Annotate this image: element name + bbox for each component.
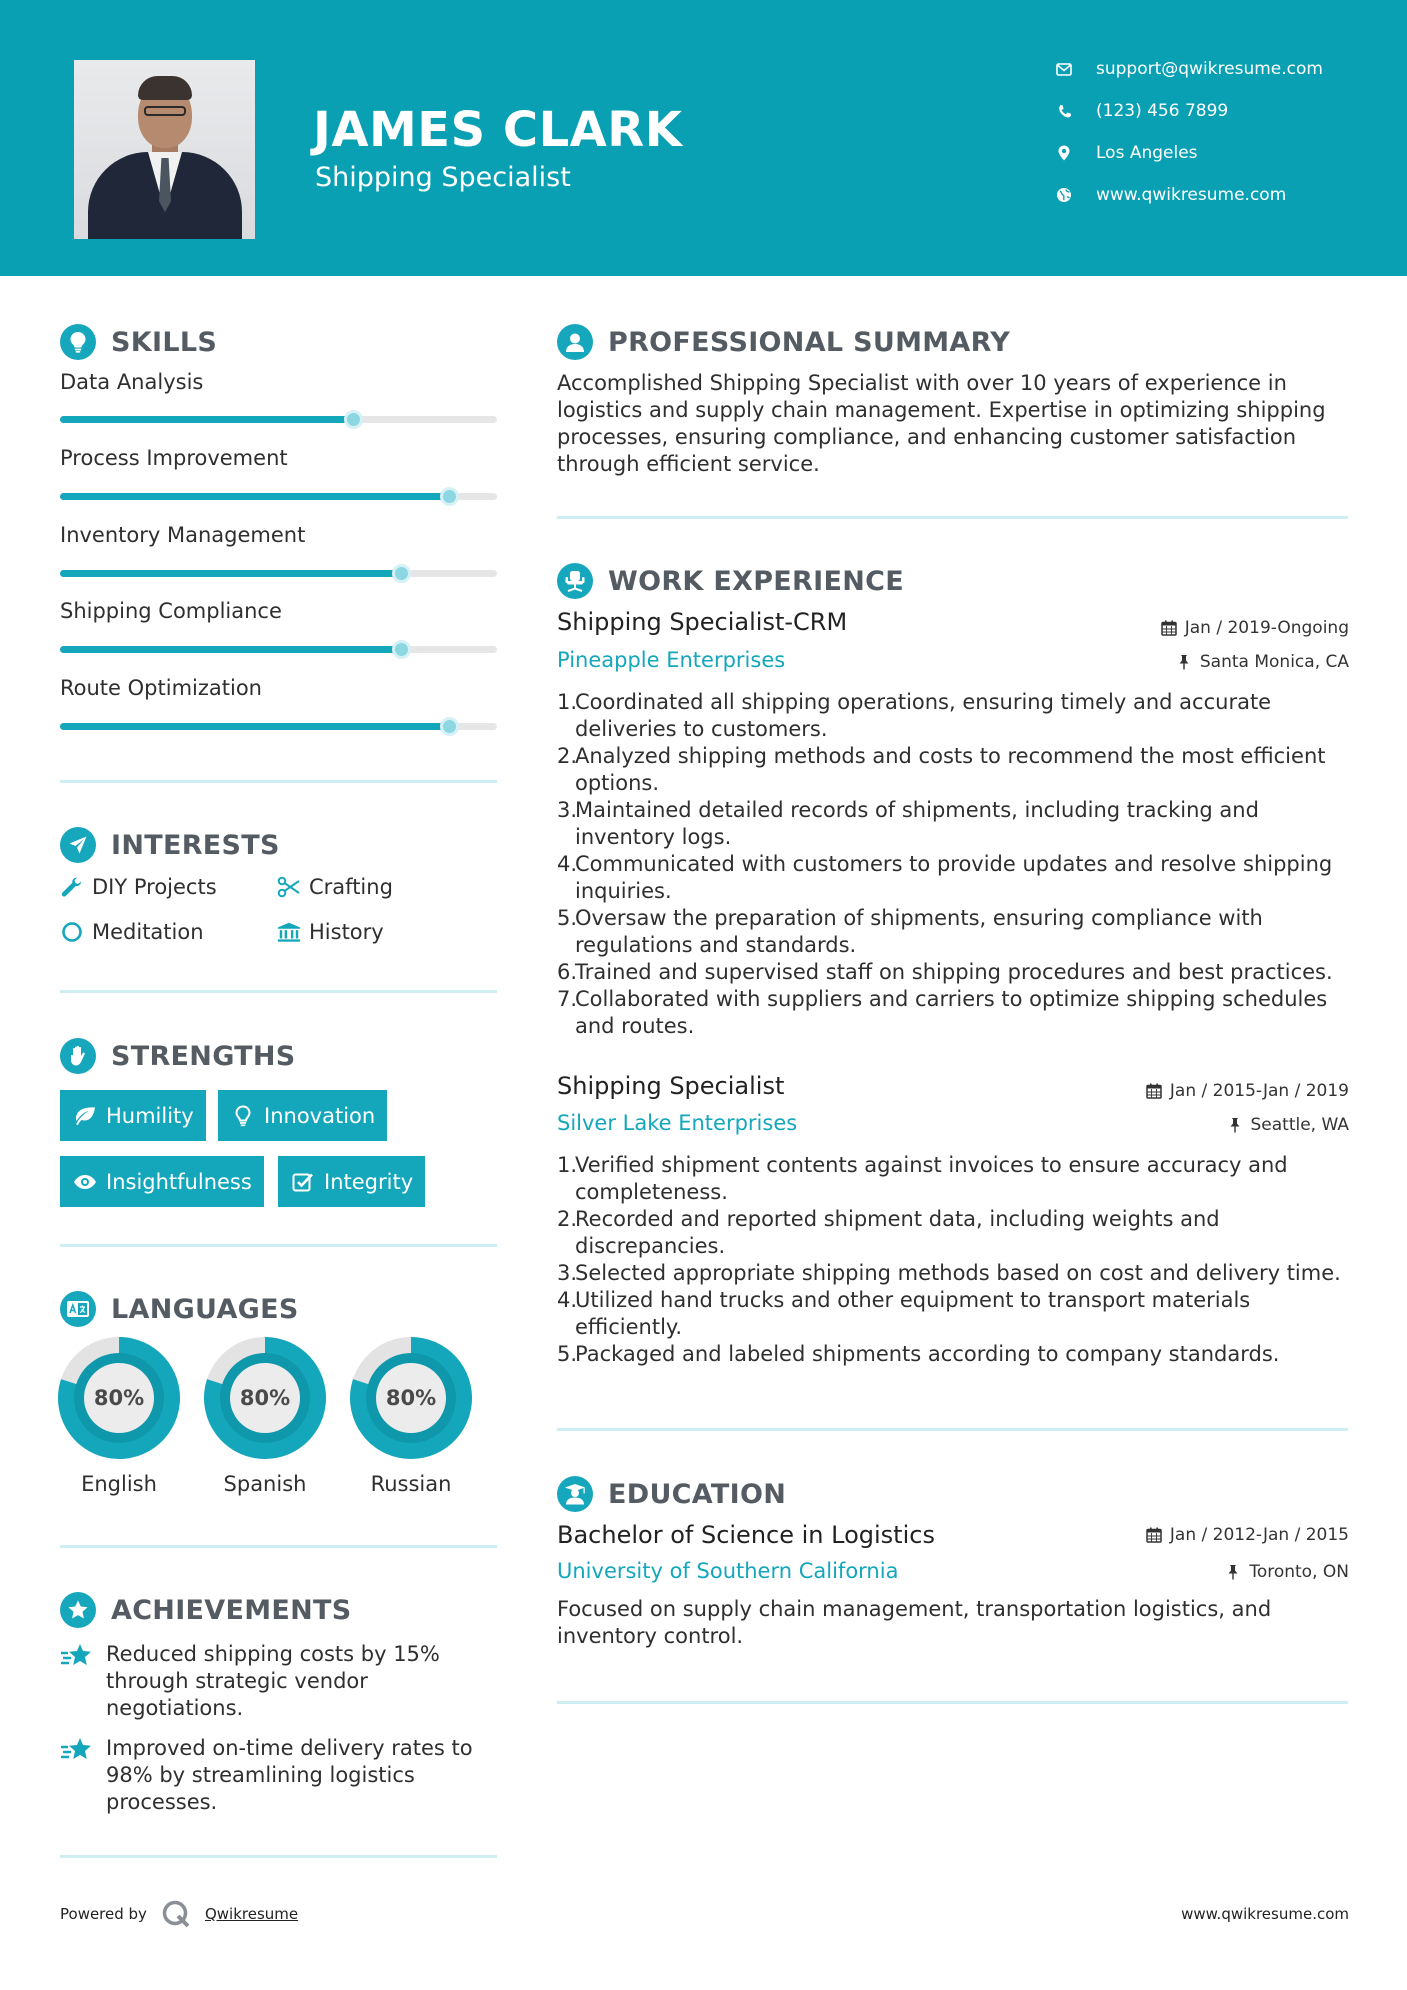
skill-bar: [60, 570, 497, 577]
skill-bar-handle: [440, 717, 459, 736]
interests-heading: [60, 827, 280, 863]
leaf-icon: [72, 1103, 98, 1129]
list-item: 1. Coordinated all shipping operations, ensuring timely and accurate deliveries to customers.: [557, 689, 1347, 743]
achievement-text: Improved on-time delivery rates to 98% by streamlining logistics processes.: [106, 1736, 473, 1814]
responsibility-text: Utilized hand trucks and other equipment to transport materials efficiently.: [575, 1288, 1251, 1339]
interest-label: DIY Projects: [92, 875, 217, 899]
experience-heading: [557, 563, 904, 599]
school-name: University of Southern California: [557, 1559, 899, 1583]
lightbulb-icon: [60, 324, 96, 360]
education-title: EDUCATION: [608, 1478, 787, 1510]
education-description: Focused on supply chain management, transportation logistics, and inventory control.: [557, 1597, 1272, 1648]
responsibility-text: Analyzed shipping methods and costs to recommend the most efficient options.: [575, 744, 1326, 795]
interest-label: History: [309, 920, 384, 944]
scissors-icon: [277, 875, 301, 899]
responsibility-text: Coordinated all shipping operations, ensuring timely and accurate deliveries to customers.: [575, 690, 1272, 741]
calendar-icon: [1146, 1083, 1162, 1099]
list-item: 1. Verified shipment contents against invoices to ensure accuracy and completeness.: [557, 1152, 1347, 1206]
job-dates: [1161, 618, 1349, 638]
languages-heading: [60, 1291, 299, 1327]
job-location-text: Seattle, WA: [1250, 1115, 1349, 1135]
shooting-star-icon: [60, 1735, 94, 1765]
section-divider: [60, 780, 497, 783]
job-location: [1176, 652, 1349, 672]
summary-title: PROFESSIONAL SUMMARY: [608, 326, 1011, 358]
museum-icon: [277, 920, 301, 944]
language-ring: [350, 1337, 472, 1459]
skill-bar-fill: [60, 570, 401, 577]
globe-icon: [1055, 186, 1073, 204]
responsibility-text: Recorded and reported shipment data, including weights and discrepancies.: [575, 1207, 1220, 1258]
skill-bar-fill: [60, 723, 449, 730]
interest-item: [60, 920, 204, 944]
wrench-icon: [60, 875, 84, 899]
footer-website[interactable]: www.qwikresume.com: [1181, 1905, 1349, 1923]
list-item: 2. Recorded and reported shipment data, including weights and discrepancies.: [557, 1206, 1347, 1260]
achievement-text: Reduced shipping costs by 15% through strategic vendor negotiations.: [106, 1642, 440, 1720]
education-heading: [557, 1476, 786, 1512]
responsibility-text: Maintained detailed records of shipments, including tracking and inventory logs.: [575, 798, 1259, 849]
achievement-item: [60, 1735, 500, 1816]
responsibility-text: Communicated with customers to provide updates and resolve shipping inquiries.: [575, 852, 1333, 903]
circle-icon: [60, 920, 84, 944]
skill-bar-fill: [60, 646, 401, 653]
interest-label: Crafting: [309, 875, 393, 899]
section-divider: [60, 1855, 497, 1858]
section-divider: [60, 1244, 497, 1247]
skill-bar: [60, 416, 497, 423]
language-item: [58, 1337, 180, 1496]
experience-title: WORK EXPERIENCE: [608, 565, 904, 597]
profile-photo: [74, 60, 255, 239]
star-badge-icon: [60, 1592, 96, 1628]
lightbulb-icon: [230, 1103, 256, 1129]
calendar-icon: [1146, 1527, 1162, 1543]
language-percent: 80%: [239, 1386, 291, 1410]
strength-label: Integrity: [324, 1169, 414, 1194]
powered-by-label: Powered by: [60, 1905, 147, 1923]
list-item: 4. Communicated with customers to provide updates and resolve shipping inquiries.: [557, 851, 1347, 905]
skill-name: Process Improvement: [60, 446, 288, 470]
list-item: 7. Collaborated with suppliers and carriers to optimize shipping schedules and routes.: [557, 986, 1347, 1040]
contact-phone[interactable]: [1055, 98, 1375, 124]
job-dates-text: Jan / 2015-Jan / 2019: [1169, 1081, 1349, 1101]
contact-website[interactable]: [1055, 182, 1375, 208]
list-item: 3. Maintained detailed records of shipments, including tracking and inventory logs.: [557, 797, 1347, 851]
strength-badge: [218, 1090, 387, 1141]
job-dates: [1146, 1081, 1349, 1101]
contact-location-text: Los Angeles: [1096, 143, 1198, 163]
strength-badge: [60, 1090, 206, 1141]
responsibility-text: Verified shipment contents against invoices to ensure accuracy and completeness.: [575, 1153, 1288, 1204]
section-divider: [60, 1545, 497, 1548]
skill-bar-fill: [60, 416, 353, 423]
office-chair-icon: [557, 563, 593, 599]
candidate-name: JAMES CLARK: [313, 102, 683, 158]
skill-bar-fill: [60, 493, 449, 500]
list-item: 3. Selected appropriate shipping methods based on cost and delivery time.: [557, 1261, 1341, 1285]
resume-header: [0, 0, 1407, 276]
strength-label: Innovation: [264, 1103, 376, 1128]
language-name: Spanish: [223, 1472, 307, 1496]
powered-by: [60, 1899, 298, 1929]
job-title: Shipping Specialist: [557, 1072, 785, 1100]
job-company: Pineapple Enterprises: [557, 648, 786, 672]
contact-email-text: support@qwikresume.com: [1096, 59, 1323, 79]
skill-bar: [60, 646, 497, 653]
strength-label: Insightfulness: [106, 1169, 252, 1194]
contact-phone-text: (123) 456 7899: [1096, 101, 1229, 121]
pushpin-icon: [1176, 654, 1192, 670]
skill-bar-handle: [344, 410, 363, 429]
interest-item: [277, 920, 384, 944]
languages-title: LANGUAGES: [111, 1293, 299, 1325]
strength-label: Humility: [106, 1103, 194, 1128]
job-dates-text: Jan / 2019-Ongoing: [1184, 618, 1349, 638]
envelope-icon: [1055, 60, 1073, 78]
interest-item: [60, 875, 217, 899]
degree-title: Bachelor of Science in Logistics: [557, 1521, 935, 1549]
qwikresume-logo-icon: [161, 1899, 191, 1929]
contact-location: [1055, 140, 1375, 166]
achievements-heading: [60, 1592, 352, 1628]
interests-title: INTERESTS: [111, 829, 280, 861]
skill-name: Inventory Management: [60, 523, 306, 547]
job-location: [1227, 1115, 1350, 1135]
strengths-heading: [60, 1038, 296, 1074]
language-icon: [60, 1291, 96, 1327]
skills-heading: [60, 324, 217, 360]
responsibility-text: Oversaw the preparation of shipments, ensuring compliance with regulations and standards.: [575, 906, 1263, 957]
section-divider: [557, 1428, 1348, 1431]
education-location-text: Toronto, ON: [1249, 1562, 1349, 1582]
skill-name: Route Optimization: [60, 676, 262, 700]
calendar-icon: [1161, 620, 1177, 636]
user-icon: [557, 324, 593, 360]
skill-bar: [60, 723, 497, 730]
qwikresume-link[interactable]: Qwikresume: [204, 1905, 299, 1923]
paper-plane-icon: [60, 827, 96, 863]
education-location: [1225, 1562, 1349, 1582]
skill-bar-handle: [392, 640, 411, 659]
skill-name: Shipping Compliance: [60, 599, 282, 623]
responsibility-text: Selected appropriate shipping methods based on cost and delivery time.: [575, 1261, 1341, 1285]
responsibility-text: Packaged and labeled shipments according to company standards.: [575, 1342, 1280, 1366]
language-ring: [204, 1337, 326, 1459]
language-item: [350, 1337, 472, 1496]
list-item: 2. Analyzed shipping methods and costs to recommend the most efficient options.: [557, 743, 1347, 797]
education-dates: [1146, 1525, 1349, 1545]
eye-icon: [72, 1169, 98, 1195]
job-responsibilities: [557, 1152, 1347, 1368]
strength-badge: [278, 1156, 425, 1207]
language-name: Russian: [370, 1472, 452, 1496]
language-percent: 80%: [93, 1386, 145, 1410]
language-ring: [58, 1337, 180, 1459]
summary-heading: [557, 324, 1010, 360]
responsibility-text: Collaborated with suppliers and carriers to optimize shipping schedules and routes.: [575, 987, 1328, 1038]
list-item: 4. Utilized hand trucks and other equipment to transport materials efficiently.: [557, 1287, 1347, 1341]
check-square-icon: [290, 1169, 316, 1195]
list-item: 6. Trained and supervised staff on shipping procedures and best practices.: [557, 960, 1333, 984]
language-percent: 80%: [385, 1386, 437, 1410]
list-item: 5. Packaged and labeled shipments according to company standards.: [557, 1342, 1280, 1366]
phone-icon: [1055, 102, 1073, 120]
map-pin-icon: [1055, 144, 1073, 162]
section-divider: [557, 516, 1348, 519]
hand-icon: [60, 1038, 96, 1074]
achievement-item: [60, 1641, 500, 1722]
section-divider: [557, 1701, 1348, 1704]
summary-text: Accomplished Shipping Specialist with over 10 years of experience in logistics and supply chain management. Expertise in optimizing shipping processes, ensuring compliance, and enhancing customer satisfaction through efficient service.: [557, 371, 1326, 476]
skill-bar: [60, 493, 497, 500]
strengths-title: STRENGTHS: [111, 1040, 296, 1072]
job-location-text: Santa Monica, CA: [1199, 652, 1349, 672]
candidate-role: Shipping Specialist: [315, 162, 571, 193]
language-name: English: [81, 1472, 157, 1496]
pushpin-icon: [1227, 1117, 1243, 1133]
job-responsibilities: [557, 689, 1347, 1040]
language-item: [204, 1337, 326, 1496]
strength-badge: [60, 1156, 264, 1207]
list-item: 5. Oversaw the preparation of shipments, ensuring compliance with regulations and standards.: [557, 905, 1347, 959]
responsibility-text: Trained and supervised staff on shipping procedures and best practices.: [575, 960, 1333, 984]
contact-email[interactable]: [1055, 56, 1375, 82]
skill-bar-handle: [392, 564, 411, 583]
job-title: Shipping Specialist-CRM: [557, 608, 848, 636]
shooting-star-icon: [60, 1641, 94, 1671]
interest-label: Meditation: [92, 920, 204, 944]
interest-item: [277, 875, 393, 899]
job-company: Silver Lake Enterprises: [557, 1111, 798, 1135]
section-divider: [60, 990, 497, 993]
education-dates-text: Jan / 2012-Jan / 2015: [1169, 1525, 1349, 1545]
graduate-icon: [557, 1476, 593, 1512]
contact-website-text: www.qwikresume.com: [1096, 185, 1287, 205]
skills-title: SKILLS: [111, 326, 218, 358]
skill-name: Data Analysis: [60, 370, 204, 394]
achievements-title: ACHIEVEMENTS: [111, 1594, 352, 1626]
skill-bar-handle: [440, 487, 459, 506]
pushpin-icon: [1225, 1564, 1241, 1580]
